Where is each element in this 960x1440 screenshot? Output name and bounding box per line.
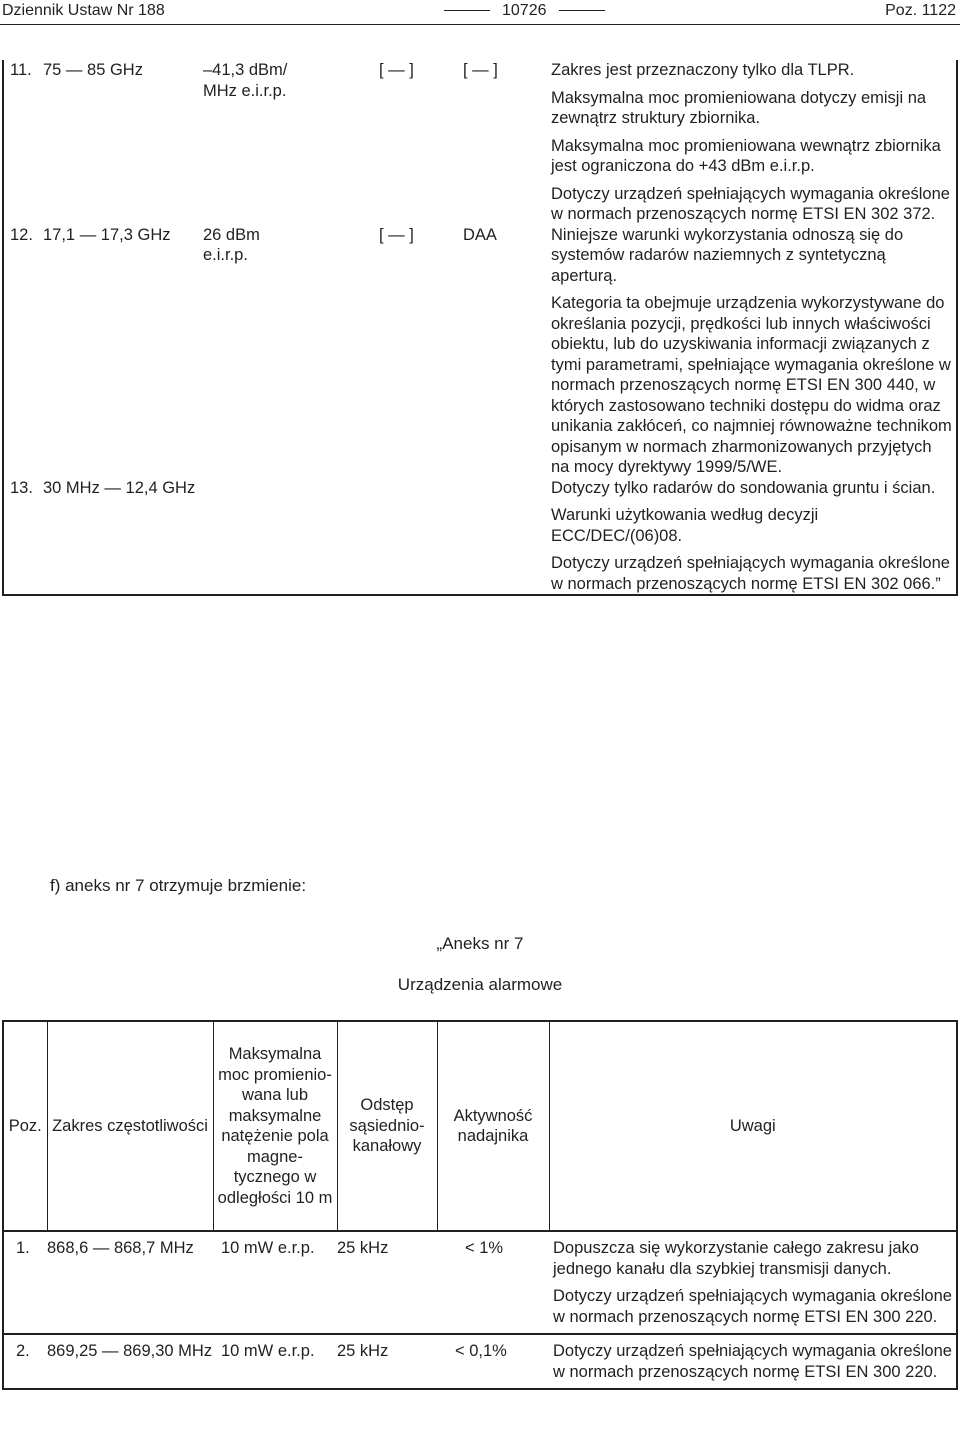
column-value-2	[463, 478, 551, 596]
frequency-range: 869,25 — 869,30 MHz	[47, 1342, 213, 1360]
column-value-2: DAA	[463, 225, 497, 244]
table-row	[3, 1231, 957, 1334]
journal-title: Dziennik Ustaw Nr 188	[2, 2, 165, 19]
header-remarks: Uwagi	[549, 1021, 957, 1231]
row-number: 13.	[10, 478, 33, 497]
page-header	[0, 0, 960, 25]
remark-paragraph: Dopuszcza się wykorzystanie całego zakresu jako jednego kanału dla szybkiej transmisji danych.	[553, 1239, 919, 1278]
frequency-range: 17,1 — 17,3 GHz	[43, 225, 171, 244]
table-row	[3, 478, 957, 596]
power-line: –41,3 dBm/	[203, 61, 288, 79]
header-max-power: Maksymalna moc promienio-wana lub maksymalne natężenie pola magne-tycznego w odległości 10 m	[213, 1021, 337, 1231]
position-number: Poz. 1122	[885, 2, 956, 19]
table-row	[3, 1334, 957, 1389]
column-value-2: [ — ]	[463, 61, 498, 79]
header-frequency-range: Zakres częstotliwości	[47, 1021, 213, 1231]
remark-paragraph: Dotyczy urządzeń spełniających wymagania określone w normach przenoszących normę ETSI EN 302 372.	[551, 184, 950, 223]
header-channel-spacing: Odstęp sąsiednio-kanałowy	[337, 1021, 437, 1231]
row-number: 11.	[10, 61, 32, 79]
frequency-range: 30 MHz — 12,4 GHz	[43, 478, 196, 497]
channel-spacing: 25 kHz	[337, 1342, 389, 1360]
column-value-1: [ — ]	[379, 61, 414, 79]
table-row	[3, 60, 957, 225]
frequency-range: 868,6 — 868,7 MHz	[47, 1239, 194, 1257]
dash-right	[559, 10, 605, 11]
page-number: 10726	[432, 0, 617, 22]
remark-paragraph: Kategoria ta obejmuje urządzenia wykorzystywane do określania pozycji, prędkości lub innych właściwości obiektu, lub do uzyskiwania informacji związanych z tymi parametrami, spełniające wymagania określone w normach przenoszących normę ETSI EN 300 440, w których zastosowano techniki dostępu do widma oraz unikania zakłóceń, co najmniej równoważne technikom opisanym w normach zharmonizowanych przyjętych na mocy dyrektywy 1999/5/WE.	[551, 294, 952, 476]
max-power	[203, 60, 339, 225]
remarks	[549, 1334, 957, 1389]
power-line: e.i.r.p.	[203, 246, 248, 264]
remarks	[551, 478, 957, 596]
header-transmitter-activity: Aktywność nadajnika	[437, 1021, 549, 1231]
column-value-1	[339, 478, 463, 596]
alarm-devices-table	[2, 1020, 958, 1390]
max-power	[203, 225, 339, 478]
max-power: 10 mW e.r.p.	[221, 1239, 315, 1257]
remark-paragraph: Maksymalna moc promieniowana dotyczy emisji na zewnątrz struktury zbiornika.	[551, 88, 927, 127]
row-number: 2.	[16, 1342, 30, 1360]
column-value-1: [ — ]	[379, 225, 414, 244]
remark-paragraph: Zakres jest przeznaczony tylko dla TLPR.	[551, 61, 855, 79]
max-power	[203, 478, 339, 596]
transmitter-activity: < 1%	[465, 1239, 504, 1257]
dash-left	[444, 10, 490, 11]
header-position: Poz.	[3, 1021, 47, 1231]
channel-spacing: 25 kHz	[337, 1239, 389, 1257]
annex-title: „Aneks nr 7	[436, 934, 524, 953]
power-line: 26 dBm	[203, 225, 260, 244]
row-number: 12.	[10, 225, 33, 244]
transmitter-activity: < 0,1%	[455, 1342, 507, 1360]
power-line: MHz e.i.r.p.	[203, 81, 287, 100]
annex-subtitle: Urządzenia alarmowe	[397, 975, 563, 994]
remark-paragraph: Niniejsze warunki wykorzystania odnoszą się do systemów radarów naziemnych z syntetyczną aperturą.	[551, 225, 904, 285]
remark-paragraph: Warunki użytkowania według decyzji ECC/DEC/(06)08.	[551, 506, 819, 545]
remarks	[551, 60, 957, 225]
remarks	[549, 1231, 957, 1334]
frequency-range: 75 — 85 GHz	[43, 61, 143, 79]
remark-paragraph: Dotyczy urządzeń spełniających wymagania określone w normach przenoszących normę ETSI EN 300 220.	[553, 1342, 952, 1381]
remark-paragraph: Maksymalna moc promieniowana wewnątrz zbiornika jest ograniczona do +43 dBm e.i.r.p.	[551, 136, 941, 175]
max-power: 10 mW e.r.p.	[221, 1342, 315, 1360]
remarks	[551, 225, 957, 478]
remark-paragraph: Dotyczy urządzeń spełniających wymagania określone w normach przenoszących normę ETSI EN 300 220.	[553, 1287, 952, 1326]
remark-paragraph: Dotyczy urządzeń spełniających wymagania określone w normach przenoszących normę ETSI EN 302 066.”	[551, 554, 950, 593]
row-number: 1.	[16, 1239, 30, 1257]
remark-paragraph: Dotyczy tylko radarów do sondowania gruntu i ścian.	[551, 478, 936, 497]
table-row	[3, 225, 957, 478]
table-header-row	[3, 1021, 957, 1231]
frequency-table-continued	[2, 60, 958, 596]
amendment-note: f) aneks nr 7 otrzymuje brzmienie:	[50, 876, 307, 895]
